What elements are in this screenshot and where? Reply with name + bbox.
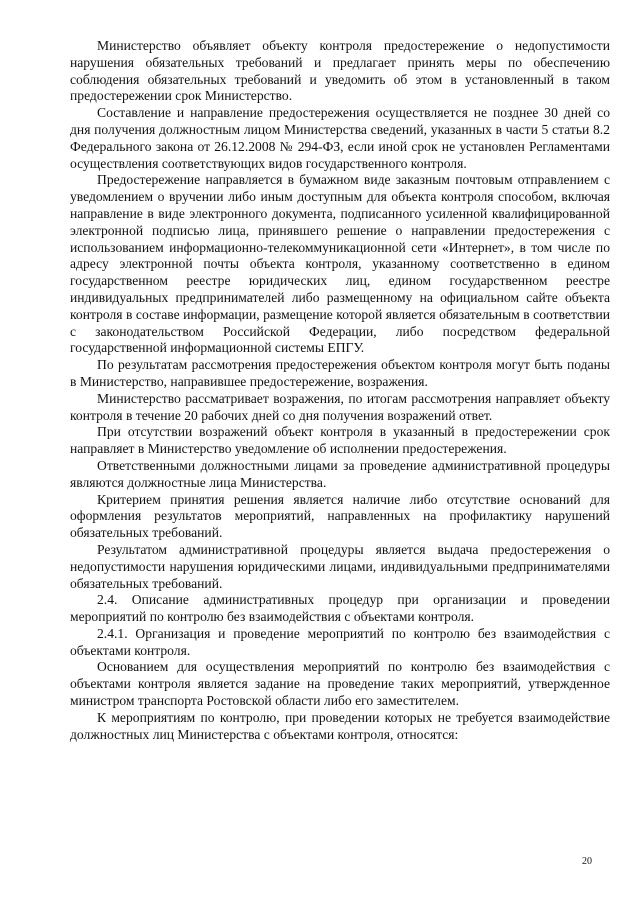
paragraph: Критерием принятия решения является наличие либо отсутствие оснований для оформления результатов мероприятий, направленных на профилактику нарушений обязательных требований. [70,491,610,541]
paragraph: Ответственными должностными лицами за проведение административной процедуры являются должностные лица Министерства. [70,457,610,490]
paragraph: Составление и направление предостережения осуществляется не позднее 30 дней со дня получения должностным лицом Министерства сведений, указанных в части 5 статьи 8.2 Федерального закона от 26.12.2008 № 294-ФЗ, если иной срок не установлен Регламентами осуществления соответствующих видов государственного контроля. [70,105,610,171]
page-number: 20 [582,856,592,867]
paragraph: Предостережение направляется в бумажном виде заказным почтовым отправлением с уведомлением о вручении либо иным доступным для объекта контроля способом, включая направление в виде электронного документа, подписанного усиленной квалифицированной электронной подписью лица, принявшего решение о направлении предостережения с использованием информационно-телекоммуникационной сети «Интернет», в том числе по адресу электронной почты объекта контроля, указанному соответственно в едином государственном реестре юридических лиц, едином государственном реестре индивидуальных предпринимателей либо размещенному на официальном сайте объекта контроля в составе информации, размещение которой является обязательным в соответствии с законодательством Российской Федерации, либо посредством федеральной государственной информационной системы ЕПГУ. [70,172,610,356]
paragraph: К мероприятиям по контролю, при проведении которых не требуется взаимодействие должностных лиц Министерства с объектами контроля, относятся: [70,709,610,742]
subsection-heading: 2.4.1. Организация и проведение мероприятий по контролю без взаимодействия с объектами контроля. [70,625,610,658]
paragraph: Министерство рассматривает возражения, по итогам рассмотрения направляет объекту контроля в течение 20 рабочих дней со дня получения возражений ответ. [70,390,610,423]
document-body [70,38,610,743]
section-heading: 2.4. Описание административных процедур при организации и проведении мероприятий по контролю без взаимодействия с объектами контроля. [70,592,610,625]
paragraph: По результатам рассмотрения предостережения объектом контроля могут быть поданы в Министерство, направившее предостережение, возражения. [70,357,610,389]
paragraph: Результатом административной процедуры является выдача предостережения о недопустимости нарушения юридическими лицами, индивидуальными предпринимателями обязательных требований. [70,541,610,591]
paragraph: При отсутствии возражений объект контроля в указанный в предостережении срок направляет в Министерство уведомление об исполнении предостережения. [70,424,610,457]
paragraph: Министерство объявляет объекту контроля предостережение о недопустимости нарушения обязательных требований и предлагает принять меры по обеспечению соблюдения обязательных требований и уведомить об этом в установленный в таком предостережении срок Министерство. [70,38,610,104]
paragraph: Основанием для осуществления мероприятий по контролю без взаимодействия с объектами контроля является задание на проведение таких мероприятий, утвержденное министром транспорта Ростовской области либо его заместителем. [70,659,610,709]
